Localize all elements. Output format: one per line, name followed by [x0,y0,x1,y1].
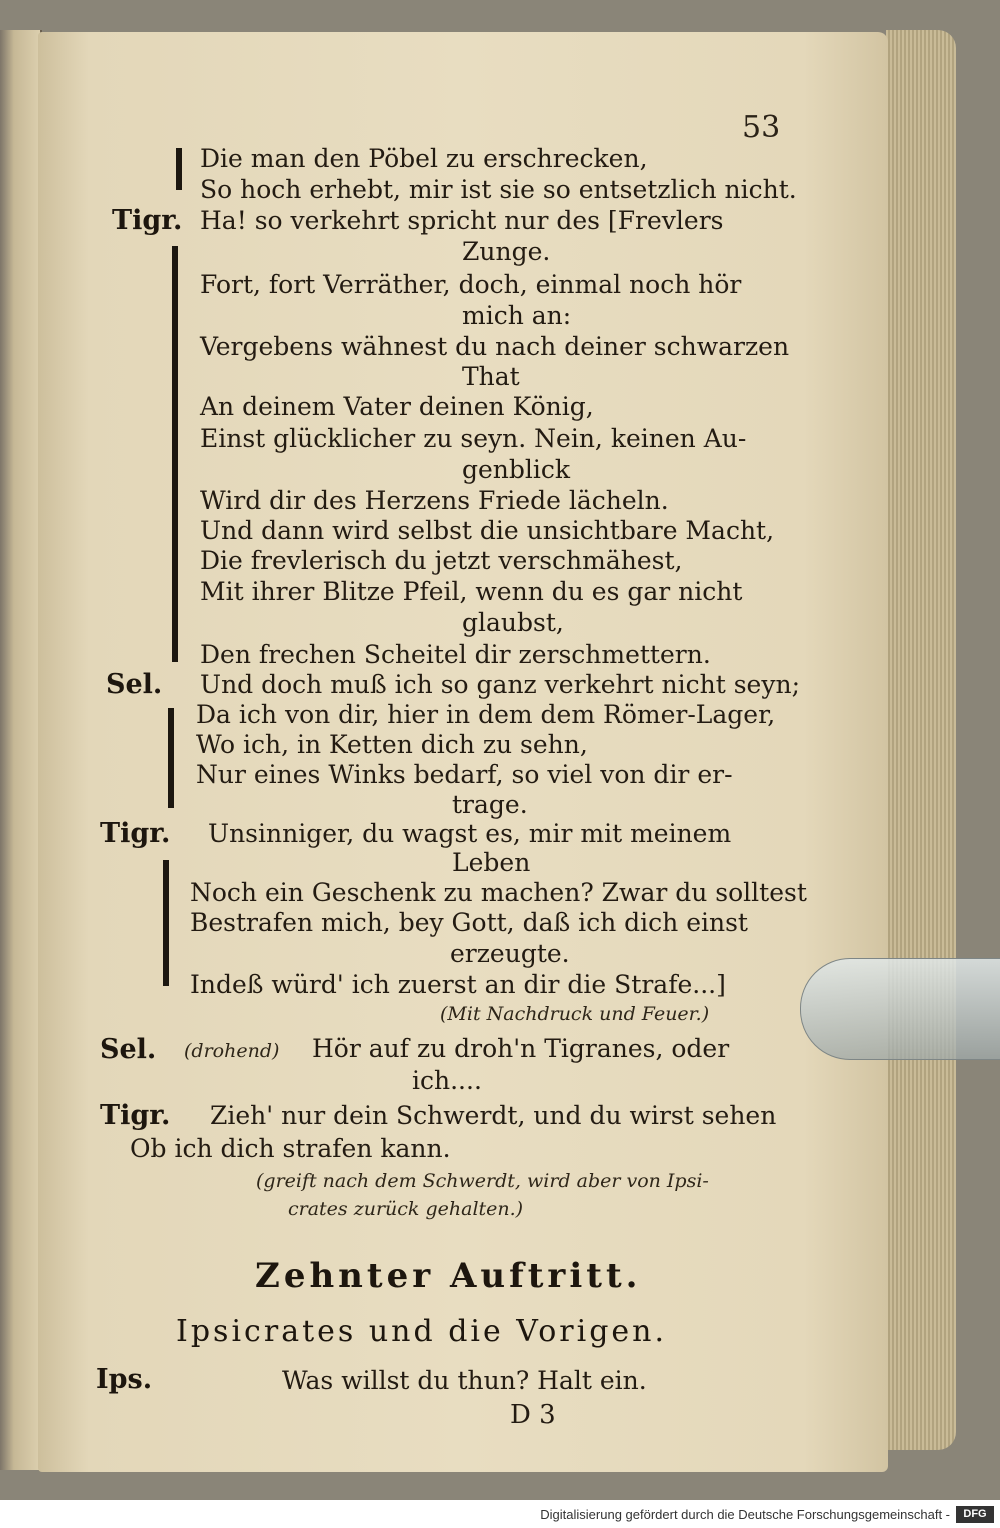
speaker-label: Sel. [100,1034,157,1065]
speaker-label: Sel. [106,669,163,700]
verse-line: Da ich von dir, hier in dem dem Römer-Lager, [196,700,776,729]
verse-line: Wird dir des Herzens Friede lächeln. [200,486,669,515]
verse-line: That [462,362,520,391]
verse-line: An deinem Vater deinen König, [200,392,594,421]
verse-line: Hör auf zu droh'n Tigranes, oder [312,1034,730,1063]
verse-line: ich.... [412,1066,482,1095]
verse-line: Zieh' nur dein Schwerdt, und du wirst sehen [210,1101,777,1130]
verse-line: Die man den Pöbel zu erschrecken, [200,144,648,173]
verse-line: Bestrafen mich, bey Gott, daß ich dich einst [190,908,748,937]
footer-credit: Digitalisierung gefördert durch die Deutsche Forschungsgemeinschaft - [540,1507,950,1522]
speaker-label: Tigr. [100,818,171,849]
verse-line: Nur eines Winks bedarf, so viel von dir er- [196,760,733,789]
verse-line: Und doch muß ich so ganz verkehrt nicht seyn; [200,670,800,699]
verse-line: So hoch erhebt, mir ist sie so entsetzlich nicht. [200,175,797,204]
scene-heading: Zehnter Auftritt. [255,1256,642,1296]
scene-cast: Ipsicrates und die Vorigen. [176,1314,668,1349]
dfg-logo: DFG [956,1506,994,1523]
verse-line: Den frechen Scheitel dir zerschmettern. [200,640,711,669]
margin-rule [172,246,178,662]
margin-rule [163,860,169,986]
verse-line: Unsinniger, du wagst es, mir mit meinem [208,819,732,848]
stage-direction: (Mit Nachdruck und Feuer.) [440,1003,710,1025]
footer-bar [0,1502,1000,1528]
verse-line: mich an: [462,301,572,330]
page-number: 53 [742,110,781,145]
verse-line: Zunge. [462,237,551,266]
page-clip [800,958,1000,1060]
stage-direction: crates zurück gehalten.) [288,1198,524,1220]
verse-line: glaubst, [462,608,564,637]
margin-rule [168,708,174,808]
verse-line: Fort, fort Verräther, doch, einmal noch hör [200,270,742,299]
verse-line: Indeß würd' ich zuerst an dir die Strafe...] [190,970,726,999]
verse-line: Ob ich dich strafen kann. [130,1134,451,1163]
verse-line: Mit ihrer Blitze Pfeil, wenn du es gar nicht [200,577,743,606]
verse-line: Ha! so verkehrt spricht nur des [Frevlers [200,206,724,235]
speaker-label: Tigr. [100,1100,171,1131]
verse-line: Noch ein Geschenk zu machen? Zwar du solltest [190,878,807,907]
verse-line: genblick [462,455,571,484]
speaker-label: Tigr. [112,205,183,236]
verse-line: Einst glücklicher zu seyn. Nein, keinen Au- [200,424,747,453]
verse-line: Leben [452,848,531,877]
signature-mark: D 3 [510,1400,556,1430]
facing-page-edge [0,30,42,1470]
verse-line: Und dann wird selbst die unsichtbare Macht, [200,516,775,545]
verse-line: Wo ich, in Ketten dich zu sehn, [196,730,588,759]
speaker-label: Ips. [96,1364,153,1395]
margin-rule [176,148,182,190]
verse-line: trage. [452,790,528,819]
page-block-edges [886,30,956,1450]
verse-line: Die frevlerisch du jetzt verschmähest, [200,546,683,575]
stage-direction: (greift nach dem Schwerdt, wird aber von Ipsi- [256,1170,709,1192]
verse-line: Was willst du thun? Halt ein. [282,1366,647,1395]
stage-direction: (drohend) [184,1040,280,1062]
verse-line: erzeugte. [450,939,570,968]
verse-line: Vergebens wähnest du nach deiner schwarzen [200,332,790,361]
